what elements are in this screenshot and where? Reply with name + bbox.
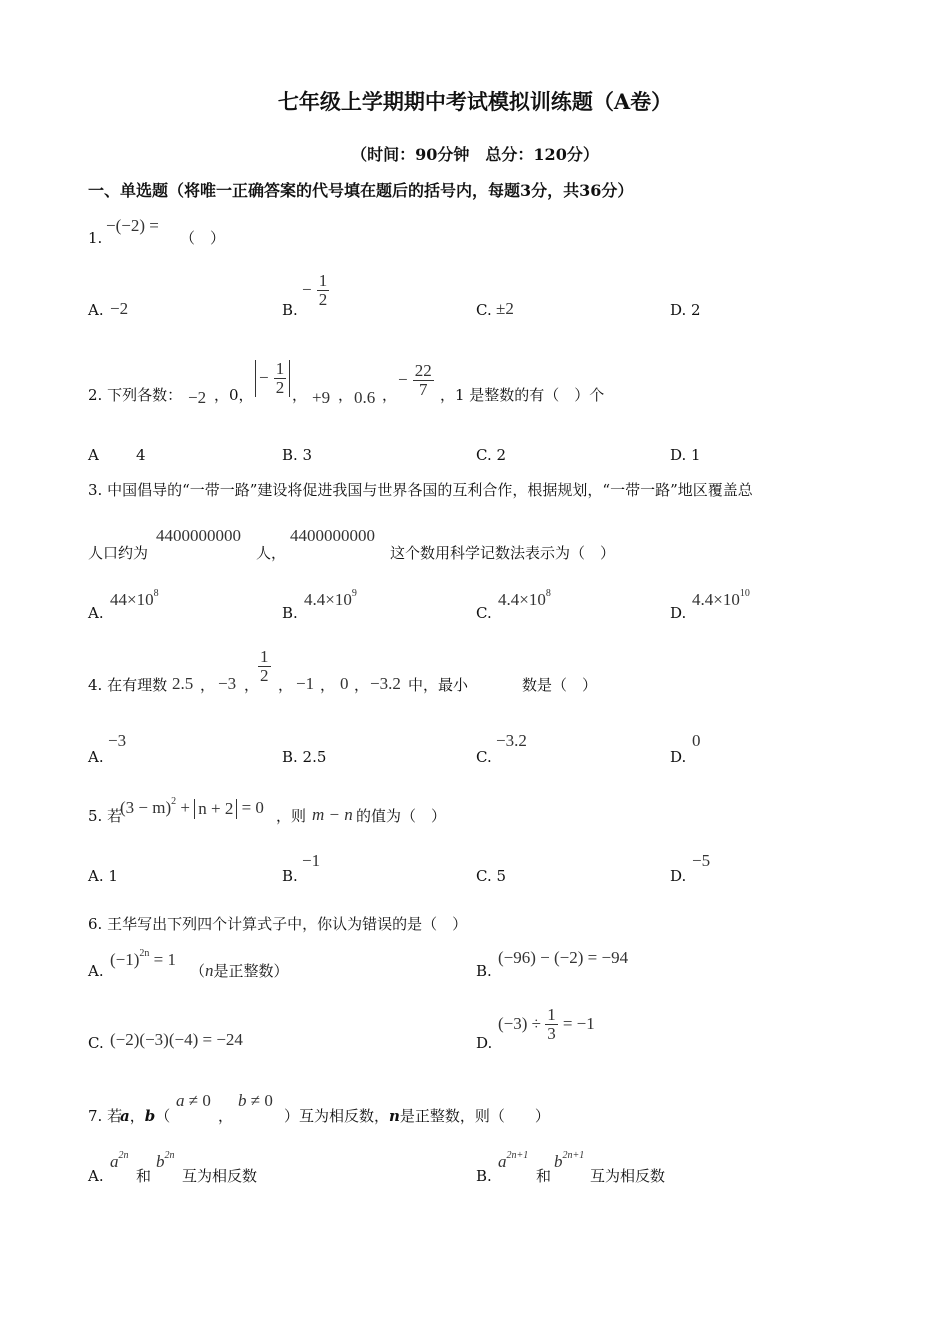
page-title: 七年级上学期期中考试模拟训练题（A卷） xyxy=(277,89,673,114)
q1-option-c: ±2 xyxy=(496,299,514,318)
q3-number-1: 4400000000 xyxy=(156,526,241,545)
q2-option-b: B. 3 xyxy=(282,446,313,464)
q5-m-minus-n: m − n xyxy=(312,805,353,824)
q4-number-2: −3 xyxy=(218,674,237,693)
q6-option-a: $(-1)^{2n} = 1$ xyxy=(110,948,177,969)
exam-page: 七年级上学期期中考试模拟训练题（A卷） （时间：90分钟 总分：120分） 一、单选题（将唯一正确答案的代号填在题后的括号内，每题3分，共36分） 1. −(−2) = （ ） A. −2 B. − $\frac{1}{2}$ C. ±2 D. 2 2. 下列各数： −2 ，0， − $\frac{1}{2}$ ， +9 ， 0.6 ， − $\frac{22}{7}$ ，1 是整数的有（ ）个 A 4 B. 3 C. 2 D. 1 3. 中国倡导的“一带一路”建设将促进我国与世界各国的互利合作，根据规划，“一带一路”地区覆盖总 人口约为 4400000000 人， 4400000000 这个数用科学记数法表示为（ ） A. $44\times 10^8$ B. $4.4\times 10^9$ C. $4.4\times 10^8$ D. $4.4\times 10^{10}$ 4. 在有理数 2.5 ， −3 ， $\frac{1}{2}$ ， −1 ， 0 ， −3.2 中，最小 数是（ ） A. −3 B. 2.5 C. −3.2 D. 0 5. 若 $(3 - m)^2 + n + 2 = 0$ ，则 m − n 的值为（ ） A. 1 B. −1 C. 5 D. −5 6. 王华写出下列四个计算式子中，你认为错误的是（ ） A. $(-1)^{2n} = 1$ （n是正整数） B. (−96) − (−2) = −94 C. (−2)(−3)(−4) = −24 D. (−3) ÷ $\frac{1}{3}$ = −1 7. 若 a，b（ a ≠ 0 ， b ≠ 0 ）互为相反数，n是正整数，则（ ） A. $a^{2n}$ 和 $b^{2n}$ 互为相反数 B. $a^{2n+1}$ 和 $b^{2n+1}$ 互为相反数 xyxy=(0,0,950,1344)
q3-line-1: 3. 中国倡导的“一带一路”建设将促进我国与世界各国的互利合作，根据规划，“一带一路”地区覆盖总 xyxy=(88,481,753,499)
q7-condition-b: b ≠ 0 xyxy=(238,1091,273,1110)
q3-line-2-tail: 这个数用科学记数法表示为（ ） xyxy=(390,544,616,562)
q4-option-c: −3.2 xyxy=(496,731,527,750)
q1-expression: −(−2) = xyxy=(106,216,159,235)
q2-intro: 2. 下列各数： xyxy=(88,386,183,404)
q2-number-1: −2 xyxy=(188,388,207,407)
q7-option-a-tail: 互为相反数 xyxy=(182,1167,258,1185)
q2-option-a-label: A xyxy=(88,446,99,464)
q6-option-a-note: （n是正整数） xyxy=(190,961,289,980)
q5-intro: 5. 若 xyxy=(88,807,123,825)
q1-option-a-label: A. xyxy=(88,301,104,319)
q5-option-b: −1 xyxy=(302,851,321,870)
q2-option-d: D. 1 xyxy=(670,446,701,464)
q4-option-a: −3 xyxy=(108,731,127,750)
q4-option-b: B. 2.5 xyxy=(282,748,327,766)
q7-option-a-a: $a^{2n}$ xyxy=(110,1150,129,1171)
q4-fraction: $\frac{1}{2}$ xyxy=(260,647,269,685)
q7-option-a-b: $b^{2n}$ xyxy=(156,1150,175,1171)
q3-option-c: $4.4\times 10^8$ xyxy=(498,588,551,609)
q1-option-d: D. 2 xyxy=(670,301,701,319)
q5-option-a: A. 1 xyxy=(88,867,118,885)
q4-number-3: −1 xyxy=(296,674,315,693)
q6-option-d: (−3) ÷ $\frac{1}{3}$ = −1 xyxy=(498,1005,595,1043)
q1-option-a: −2 xyxy=(110,299,129,318)
q6-option-c: (−2)(−3)(−4) = −24 xyxy=(110,1030,243,1049)
q3-option-a-label: A. xyxy=(88,604,104,622)
q2-abs-value: − $\frac{1}{2}$ xyxy=(255,360,290,397)
q7-intro: 7. 若 xyxy=(88,1107,123,1125)
exam-info: （时间：90分钟 总分：120分） xyxy=(351,145,599,164)
q4-intro: 4. 在有理数 xyxy=(88,676,168,694)
q3-option-d: $4.4\times 10^{10}$ xyxy=(692,588,750,609)
q3-option-d-label: D. xyxy=(670,604,687,622)
q3-option-a: $44\times 10^8$ xyxy=(110,588,159,609)
q3-number-2: 4400000000 xyxy=(290,526,375,545)
q5-equation: $(3 - m)^2 + n + 2 = 0$ xyxy=(120,796,264,819)
q1-number: 1. xyxy=(88,229,103,247)
q7-option-b-a: $a^{2n+1}$ xyxy=(498,1150,529,1171)
q1-paren: （ ） xyxy=(180,229,226,247)
q1-option-b-fraction: $\frac{1}{2}$ xyxy=(318,271,328,309)
q2-fraction: − $\frac{22}{7}$ xyxy=(398,361,432,399)
q6-option-b: (−96) − (−2) = −94 xyxy=(498,948,629,967)
q7-condition-a: a ≠ 0 xyxy=(176,1091,211,1110)
q7-ab: a，b（ xyxy=(120,1107,171,1125)
q7-tail: ）互为相反数，n是正整数，则（ ） xyxy=(284,1107,550,1125)
q1-option-b-label: B. xyxy=(282,301,298,319)
q2-number-2: +9 xyxy=(312,388,331,407)
q4-number-1: 2.5 xyxy=(172,674,194,693)
q2-option-c: C. 2 xyxy=(476,446,507,464)
q2-option-a: 4 xyxy=(136,446,146,464)
q5-option-c: C. 5 xyxy=(476,867,507,885)
q7-option-b-tail: 互为相反数 xyxy=(590,1167,666,1185)
q4-option-d: 0 xyxy=(692,731,701,750)
q3-option-b: $4.4\times 10^9$ xyxy=(304,588,357,609)
q1-option-c-label: C. xyxy=(476,301,492,319)
q5-option-d: −5 xyxy=(692,851,711,870)
q4-number-4: 0 xyxy=(340,674,349,693)
q7-option-b-b: $b^{2n+1}$ xyxy=(554,1150,585,1171)
q2-number-3: 0.6 xyxy=(354,388,376,407)
q1-option-b: − $\frac{1}{2}$ xyxy=(302,271,328,309)
q3-option-b-label: B. xyxy=(282,604,298,622)
section-heading: 一、单选题（将唯一正确答案的代号填在题后的括号内，每题3分，共36分） xyxy=(88,181,634,200)
q2-tail: ，1 是整数的有（ ）个 xyxy=(440,386,605,404)
q6-intro: 6. 王华写出下列四个计算式子中，你认为错误的是（ ） xyxy=(88,915,468,933)
q3-line-2-pre: 人口约为 xyxy=(88,544,149,562)
q3-option-c-label: C. xyxy=(476,604,492,622)
q4-number-5: −3.2 xyxy=(370,674,401,693)
